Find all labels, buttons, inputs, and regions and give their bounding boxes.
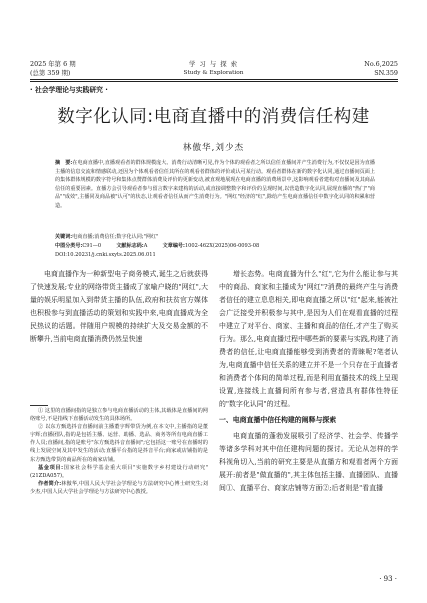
header-rule-thick: [30, 79, 398, 80]
journal-serial-issue: (总第 359 期): [30, 69, 71, 77]
section-heading: 一、电商直播中信任构建的阐释与探索: [219, 416, 337, 425]
journal-issue: 2025 年第 6 期: [30, 60, 76, 68]
header-rule-thin: [30, 81, 398, 82]
abstract: [55, 159, 375, 210]
doc-code-value: A: [143, 243, 148, 249]
article-title: 数字化认同:电商直播中的消费信任构建: [57, 107, 370, 127]
footnotes: [30, 407, 208, 496]
journal-name-en: Study & Exploration: [183, 70, 244, 76]
body-paragraph: 增长态势。电商直播为什么"红",它为什么能让参与其中的商品、商家和主播成为"网红"?消费的最终产生与消费者信任的建立息息相关,即电商直播之所以"红"起来,能被社会广泛接受并积极参与其中,是因为人们在观看直播的过程中建立了对平台、商家、主播和商品的信任,才产生了购买行为。那么,电商直播过程中哪些新的要素与实践,构建了消费者的信任,让电商直播能够受到消费者的青睐呢?笔者认为,电商直播中信任关系的建立并不是一个只存在于直播者和消费者个体间的简单过程,而是利用直播技术的线上呈现设置,连接线上直播间所有参与者,营造具有群体性特征的"数字化认同"的过程。: [219, 270, 398, 408]
right-column-body: [219, 268, 398, 495]
footnote-author-label: 作者简介:: [38, 480, 62, 487]
article-authors: 林傲华,刘少杰: [182, 143, 245, 153]
keywords: [55, 233, 158, 241]
footnote-2: ② 以东方甄选抖音直播间前主播董宇辉带货为例,在本文中,主播指的是董宇辉;直播团队,指的是包括主播、运营、助播、选品、商务等所有电商直播工作人员;直播间,指的是账号"东方甄选抖音直播间";它包括这一账号在直播时的线上发展空间及其中发生的活动;直播平台指的是抖音平台;商家或店铺指的是东方甄选带货的商品所在的商家店铺。: [30, 424, 208, 463]
footnote-1: ① 这里的直播间指的是独立参与电商直播活动的主体,其载体是直播间的网络账号,不是指线下直播活动发生的具体场所。: [30, 408, 208, 423]
abstract-label: 摘 要:: [55, 160, 73, 166]
article-no-label: 文章编号:: [162, 243, 185, 249]
section-label: · 社会学理论与实践研究 ·: [30, 86, 108, 94]
doc-code-label: 文献标志码:: [116, 243, 144, 249]
footnote-author: 作者简介:林傲华,中国人民大学社会学理论与方法研究中心博士研究生;刘少杰,中国人民大学社会学理论与方法研究中心教授。: [30, 480, 208, 495]
keywords-text: 电商直播;消费信任;数字化认同;"网红": [72, 234, 159, 240]
left-column-body: [30, 268, 208, 346]
footnote-rule: [30, 405, 48, 406]
page-number: · 93 ·: [379, 575, 397, 583]
abstract-text: 在电商直播中,直播观看者的群体规模庞大、消费行动清晰可见,作为个体的观看者之所以信任直播间并产生消费行为,不仅仅是因为直播主播的信息交流和情感联动,还因为个体观看者信任其所在的观看者群体的评价或认可某行动。观看者群体在新的数字化认同,通过直播间页面上的集体群体规模的数字符号和集体点赞群体消费及评价的更新变动,被直观地展现在电商直播的消费场景中,这影响观看者建构对直播间及其商品信任的重要因素。直播方会引导观看者参与留言数字来建构的活动,或直接调整数字和评价的呈现时间,以营造数字化认同,展现直播的"热门""商品""成效",主播同及商品被"认可"的状态,让观看者信任从而产生消费行为。"网红"经济的"红",除给产生电商直播信任中数字化认同的积累和营造。: [55, 160, 375, 209]
journal-name-cn: 学 习 与 探 索: [188, 60, 239, 68]
clc-label: 中图分类号:: [55, 243, 83, 249]
body-paragraph: 电商直播的蓬勃发展吸引了经济学、社会学、传播学等诸多学科对其中信任建构问题的探讨。无论从怎样的学科视角切入,当前的研究主要是从直播方和观看者两个方面展开:前者是"做直播的",其主体包括主播、直播团队、直播间①、直播平台、商家店铺等方面②;后者则是"看直播: [219, 432, 398, 493]
classification-row: [55, 242, 259, 250]
issue-number-en: No.6,2025: [364, 60, 398, 68]
footnote-fund-label: 基金项目:: [38, 464, 64, 471]
keywords-label: 关键词:: [55, 234, 73, 240]
doi: DOI:10.20231/j.cnki.sxyts.2025.06.011: [55, 252, 156, 258]
article-no-value: 1002-462X(2025)06-0093-08: [184, 243, 260, 249]
serial-number-en: SN.359: [374, 69, 398, 77]
footnote-fund: 基金项目:国家社会科学基金重大项目"实施数字乡村建设行动研究"(21ZDA057)。: [30, 464, 208, 479]
body-paragraph: 电商直播作为一种新型电子商务模式,诞生之后就获得了快速发展;专业的网络带货主播成了家喻户晓的"网红",大量的娱乐明星加入到带货主播的队伍,政府和扶贫官方媒体也积极参与到直播活动的策划和实践中来,电商直播成为全民热议的话题。伴随用户规模的持续扩大及交易金额的不断攀升,当前电商直播消费仍然呈快速: [30, 270, 208, 343]
clc-value: C91—0: [82, 243, 102, 249]
